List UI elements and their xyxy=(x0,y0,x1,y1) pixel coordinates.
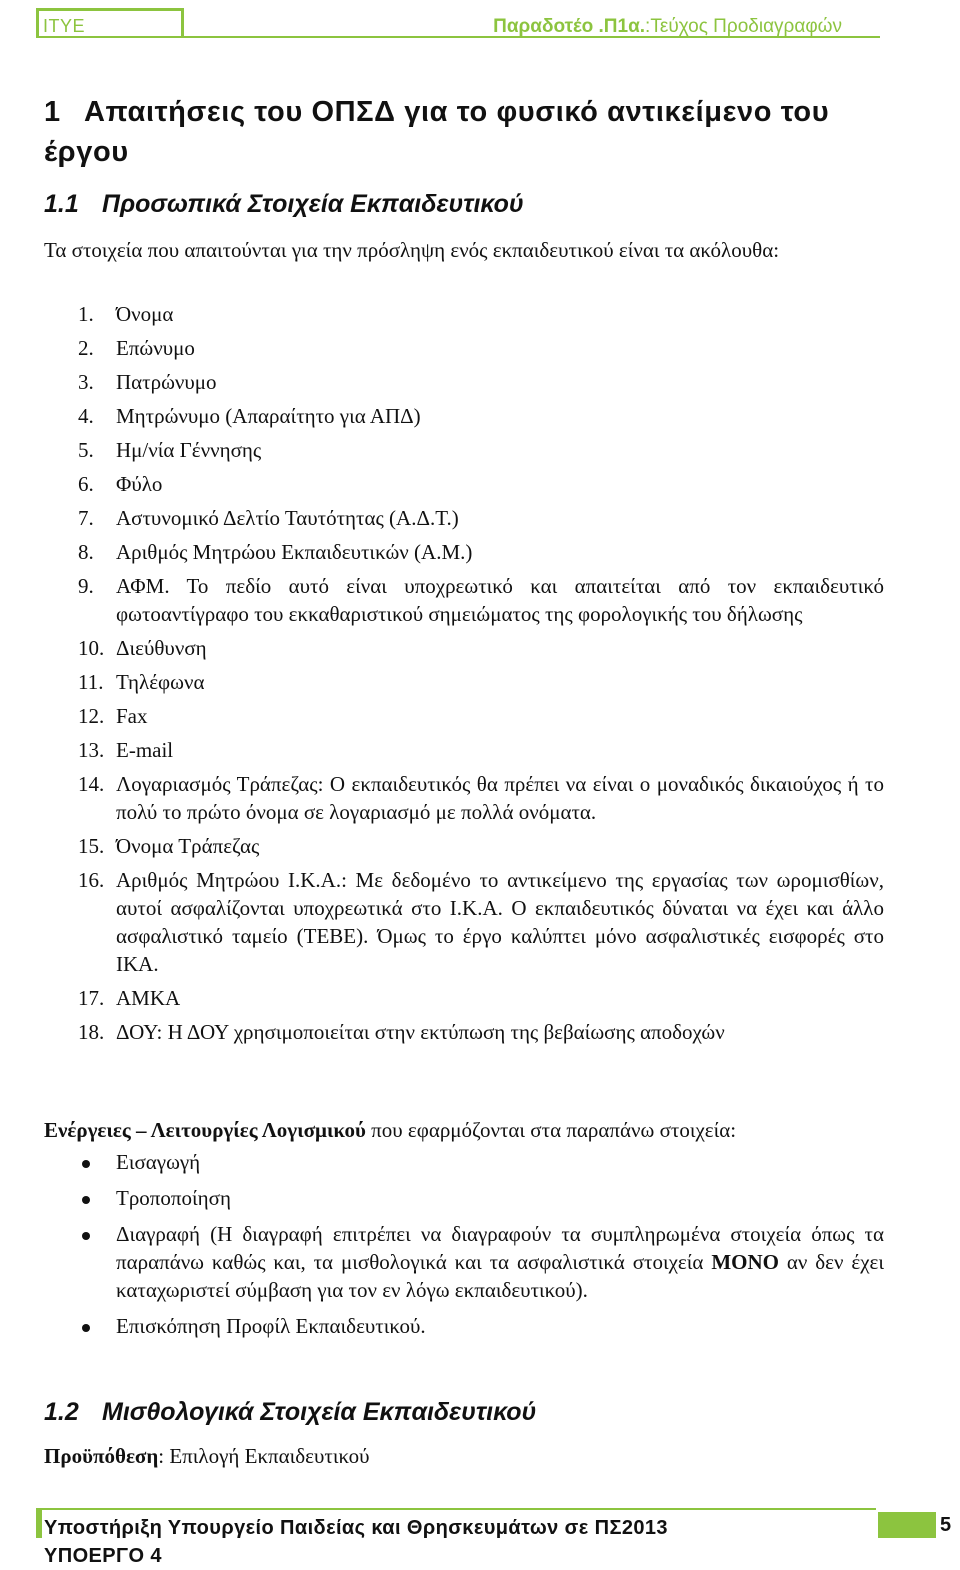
item-number: 9. xyxy=(78,574,94,598)
list-item xyxy=(0,538,884,566)
header-deliverable: Παραδοτέο .Π1α. xyxy=(493,16,646,37)
footer-page-box xyxy=(878,1512,936,1538)
item-text: Διεύθυνση xyxy=(116,636,207,660)
footer-line-1: Υποστήριξη Υπουργείο Παιδείας και Θρησκευμάτων σε ΠΣ2013 xyxy=(44,1517,668,1539)
item-text: Ημ/νία Γέννησης xyxy=(116,438,262,462)
footer-rule xyxy=(36,1508,876,1510)
item-number: 3. xyxy=(78,370,94,394)
bullet-icon xyxy=(82,1232,90,1240)
section-1-2-heading xyxy=(44,1398,536,1427)
item-number: 13. xyxy=(78,738,105,762)
software-actions-intro xyxy=(44,1116,736,1144)
software-actions-list xyxy=(0,1148,884,1348)
bullet-icon xyxy=(82,1324,90,1332)
software-actions-label: Ενέργειες – Λειτουργίες Λογισμικού xyxy=(44,1118,366,1142)
bullet-text: Τροποποίηση xyxy=(116,1186,231,1210)
section-1-title: Απαιτήσεις του ΟΠΣΔ για το φυσικό αντικείμενο του έργου xyxy=(44,96,830,168)
bullet-item-insert xyxy=(0,1148,884,1176)
item-number: 7. xyxy=(78,506,94,530)
page-number: 5 xyxy=(940,1514,952,1536)
item-number: 18. xyxy=(78,1020,105,1044)
header-document-title xyxy=(493,16,842,38)
section-1-heading xyxy=(44,92,904,172)
item-text: Λογαριασμός Τράπεζας: Ο εκπαιδευτικός θα πρέπει να είναι ο μοναδικός δικαιούχος ή το πολύ το πρώτο όνομα σε λογαριασμό με πολλά ονόματα. xyxy=(116,772,884,824)
section-1-1-intro: Τα στοιχεία που απαιτούνται για την πρόσληψη ενός εκπαιδευτικού είναι τα ακόλουθα: xyxy=(44,238,780,262)
list-item xyxy=(0,572,884,628)
item-number: 10. xyxy=(78,636,105,660)
list-item xyxy=(0,368,884,396)
list-item xyxy=(0,866,884,978)
bullet-text-after: αν δεν έχει καταχωριστεί σύμβαση για τον εν λόγω εκπαιδευτικού). xyxy=(116,1250,884,1302)
section-1-1-title: Προσωπικά Στοιχεία Εκπαιδευτικού xyxy=(102,190,524,218)
list-item xyxy=(0,702,884,730)
item-text: Πατρώνυμο xyxy=(116,370,217,394)
item-text: Αριθμός Μητρώου Ι.Κ.Α.: Με δεδομένο το αντικείμενο της εργασίας των ωρομισθίων, αυτοί ασφαλίζονται υποχρεωτικά στο Ι.Κ.Α. Ο εκπαιδευτικός δύναται να έχει και άλλο ασφαλιστικό ταμείο (ΤΕΒΕ). Όμως το έργο καλύπτει μόνο ασφαλιστικές εισφορές στο ΙΚΑ. xyxy=(116,868,884,976)
item-number: 12. xyxy=(78,704,105,728)
item-text: Τηλέφωνα xyxy=(116,670,205,694)
item-number: 5. xyxy=(78,438,94,462)
software-actions-text: που εφαρμόζονται στα παραπάνω στοιχεία: xyxy=(365,1118,737,1142)
bullet-text-emphasis: ΜΟΝΟ xyxy=(711,1250,779,1274)
prerequisite-line xyxy=(44,1444,370,1469)
bullet-text: Επισκόπηση Προφίλ Εκπαιδευτικού. xyxy=(116,1314,426,1338)
prerequisite-label: Προϋπόθεση xyxy=(44,1444,159,1468)
bullet-item-modify xyxy=(0,1184,884,1212)
item-number: 11. xyxy=(78,670,104,694)
list-item xyxy=(0,668,884,696)
item-number: 1. xyxy=(78,302,94,326)
item-text: Μητρώνυμο (Απαραίτητο για ΑΠΔ) xyxy=(116,404,421,428)
list-item xyxy=(0,634,884,662)
item-text: Fax xyxy=(116,704,148,728)
list-item xyxy=(0,770,884,826)
header-logo-frame xyxy=(36,8,184,38)
list-item xyxy=(0,470,884,498)
bullet-text: Εισαγωγή xyxy=(116,1150,201,1174)
bullet-item-delete xyxy=(0,1220,884,1304)
bullet-item-profile xyxy=(0,1312,884,1340)
item-text: Όνομα Τράπεζας xyxy=(116,834,260,858)
section-1-number: 1 xyxy=(44,96,61,128)
item-number: 15. xyxy=(78,834,105,858)
item-text: ΑΦΜ. Το πεδίο αυτό είναι υποχρεωτικό και απαιτείται από τον εκπαιδευτικό φωτοαντίγραφο του εκκαθαριστικού σημειώματος της φορολογικής του δήλωσης xyxy=(116,574,884,626)
list-item xyxy=(0,1018,884,1046)
prerequisite-value: : Επιλογή Εκπαιδευτικού xyxy=(158,1444,370,1468)
item-text: ΔΟΥ: Η ΔΟΥ χρησιμοποιείται στην εκτύπωση της βεβαίωσης αποδοχών xyxy=(116,1020,725,1044)
section-1-1-heading xyxy=(44,190,524,219)
item-number: 8. xyxy=(78,540,94,564)
item-text: Αριθμός Μητρώου Εκπαιδευτικών (Α.Μ.) xyxy=(116,540,473,564)
item-text: Αστυνομικό Δελτίο Ταυτότητας (Α.Δ.Τ.) xyxy=(116,506,459,530)
bullet-icon xyxy=(82,1196,90,1204)
required-fields-list xyxy=(0,300,884,1052)
item-text: ΑΜΚΑ xyxy=(116,986,181,1010)
list-item xyxy=(0,402,884,430)
list-item xyxy=(0,334,884,362)
item-text: Όνομα xyxy=(116,302,174,326)
list-item xyxy=(0,504,884,532)
item-text: Φύλο xyxy=(116,472,163,496)
list-item xyxy=(0,832,884,860)
section-1-1-number: 1.1 xyxy=(44,190,79,218)
item-number: 2. xyxy=(78,336,94,360)
footer-accent-bar xyxy=(36,1508,42,1538)
header-doc-type: :Τεύχος Προδιαγραφών xyxy=(645,16,842,37)
item-text: Επώνυμο xyxy=(116,336,195,360)
bullet-icon xyxy=(82,1160,90,1168)
section-1-2-number: 1.2 xyxy=(44,1398,79,1426)
list-item xyxy=(0,736,884,764)
item-number: 14. xyxy=(78,772,105,796)
item-number: 17. xyxy=(78,986,105,1010)
item-number: 16. xyxy=(78,868,105,892)
item-number: 4. xyxy=(78,404,94,428)
list-item xyxy=(0,436,884,464)
section-1-2-title: Μισθολογικά Στοιχεία Εκπαιδευτικού xyxy=(102,1398,537,1426)
list-item xyxy=(0,984,884,1012)
footer-project-title xyxy=(44,1514,668,1570)
item-text: E-mail xyxy=(116,738,174,762)
header-left-label: ΙΤΥΕ xyxy=(43,16,86,36)
bullet-text-before: Διαγραφή (Η διαγραφή επιτρέπει να διαγραφούν τα συμπληρωμένα στοιχεία όπως τα παραπάνω καθώς και, τα μισθολογικά και τα ασφαλιστικά στοιχεία xyxy=(116,1222,884,1274)
item-number: 6. xyxy=(78,472,94,496)
footer-line-2: ΥΠΟΕΡΓΟ 4 xyxy=(44,1545,162,1567)
list-item xyxy=(0,300,884,328)
